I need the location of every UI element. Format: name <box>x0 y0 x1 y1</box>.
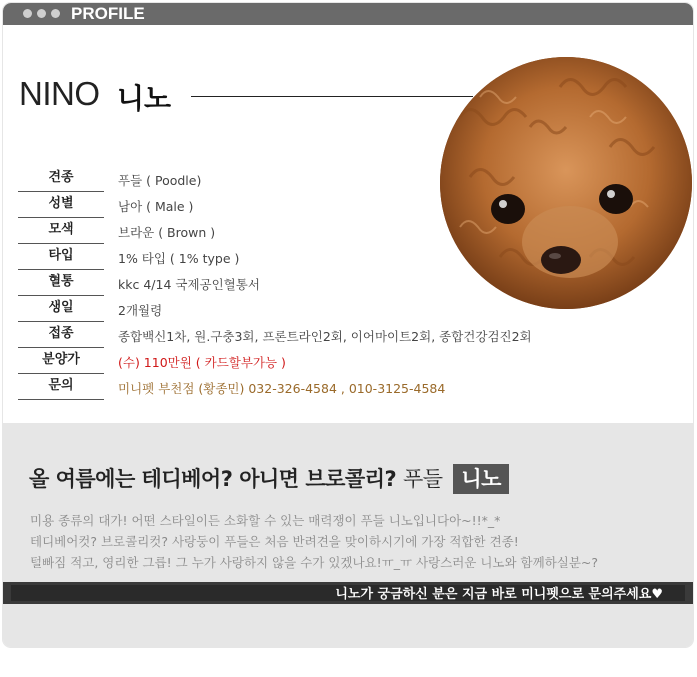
header-bar <box>3 3 693 25</box>
profile-row-value: 1% 타입 ( 1% type ) <box>118 251 240 266</box>
profile-row-label: 접종 <box>18 323 104 348</box>
profile-row <box>18 193 578 219</box>
promo-headline <box>29 463 509 494</box>
promo-headline-breed: 푸들 <box>403 467 443 491</box>
profile-row-label: 모색 <box>18 219 104 244</box>
promo-headline-text: 올 여름에는 테디베어? 아니면 브로콜리? <box>29 467 397 491</box>
promo-name-tag: 니노 <box>453 464 509 494</box>
profile-row-label: 문의 <box>18 375 104 400</box>
promo-section <box>3 423 693 647</box>
profile-row-label: 타입 <box>18 245 104 270</box>
profile-row-value: 미니펫 부천점 (황종민) 032-326-4584 , 010-3125-4584 <box>118 381 446 396</box>
contact-banner-text: 니노가 궁금하신 분은 지금 바로 미니펫으로 문의주세요♥ <box>335 587 663 602</box>
dot-icon <box>37 9 46 18</box>
profile-row <box>18 245 578 271</box>
profile-row <box>18 219 578 245</box>
profile-row <box>18 297 578 323</box>
profile-row-label: 생일 <box>18 297 104 322</box>
profile-row-label: 성별 <box>18 193 104 218</box>
promo-line: 털빠짐 적고, 영리한 그릅! 그 누가 사랑하지 않을 수가 있겠나요!ㅠ_ㅠ 사랑스러운 니노와 함께하실분~? <box>30 555 599 570</box>
profile-row-value: 남아 ( Male ) <box>118 199 194 214</box>
dot-icon <box>51 9 60 18</box>
profile-row <box>18 349 578 375</box>
contact-banner <box>3 582 693 604</box>
profile-row-value: 종합백신1차, 원.구충3회, 프론트라인2회, 이어마이트2회, 종합건강검진2회 <box>118 329 532 344</box>
profile-row-label: 분양가 <box>18 349 104 374</box>
profile-row <box>18 271 578 297</box>
promo-description <box>30 510 598 573</box>
dot-icon <box>23 9 32 18</box>
profile-row-value: 브라운 ( Brown ) <box>118 225 216 240</box>
header-dots <box>23 9 60 18</box>
profile-row-value: (수) 110만원 ( 카드할부가능 ) <box>118 355 286 370</box>
dog-name-korean: 니노 <box>117 82 172 115</box>
dog-name-english: NINO <box>19 75 100 112</box>
profile-row-value: 2개월령 <box>118 303 163 318</box>
profile-row <box>18 323 578 349</box>
profile-row <box>18 375 578 401</box>
name-divider <box>191 96 473 97</box>
profile-row <box>18 167 578 193</box>
header-title: PROFILE <box>71 4 145 23</box>
profile-row-label: 혈통 <box>18 271 104 296</box>
promo-line: 테디베어컷? 브로콜리컷? 사랑둥이 푸들은 처음 반려견을 맞이하시기에 가장 적합한 견종! <box>30 534 519 549</box>
profile-row-value: kkc 4/14 국제공인혈통서 <box>118 277 260 292</box>
profile-card <box>3 3 693 647</box>
promo-line: 미용 종류의 대가! 어떤 스타일이든 소화할 수 있는 매력쟁이 푸들 니노입니다아~!!*_* <box>30 513 501 528</box>
profile-row-label: 견종 <box>18 167 104 192</box>
profile-row-value: 푸들 ( Poodle) <box>118 173 202 188</box>
